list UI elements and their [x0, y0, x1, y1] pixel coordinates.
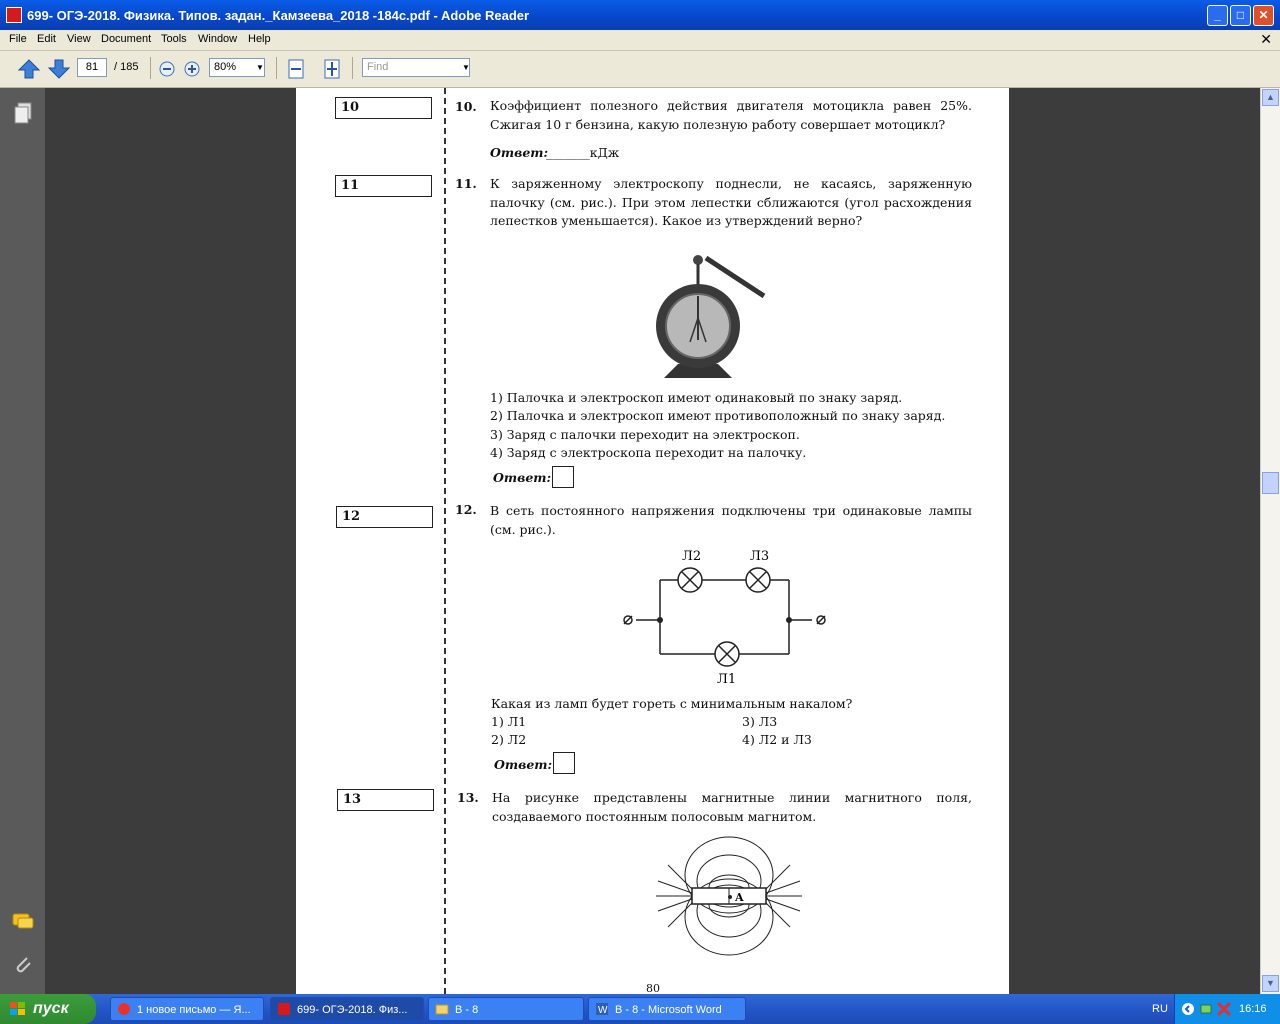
page-number: 80 — [646, 982, 660, 994]
answer-label-12: Ответ: — [494, 757, 553, 772]
answer-label-11: Ответ: — [493, 470, 552, 485]
folder-icon — [435, 1002, 449, 1016]
document-close-icon[interactable]: ✕ — [1260, 31, 1272, 47]
find-dropdown-icon[interactable]: ▼ — [462, 63, 470, 72]
electroscope-figure — [656, 246, 771, 381]
find-input[interactable]: Find — [362, 58, 470, 77]
menu-tools[interactable]: Tools — [161, 33, 187, 45]
answer-box-12 — [553, 752, 575, 774]
option-11-4: 4) Заряд с электроскопа переходит на палочку. — [490, 445, 807, 460]
option-12-3: 3) Л3 — [742, 714, 778, 729]
task-label: 699- ОГЭ-2018. Физ... — [297, 1004, 408, 1016]
zoom-dropdown-icon[interactable]: ▼ — [256, 63, 264, 72]
security-alert-icon[interactable] — [1217, 1002, 1231, 1016]
question-text-12: В сеть постоянного напряжения подключены три одинаковые лампы (см. рис.). — [490, 503, 972, 537]
scroll-down-icon[interactable]: ▼ — [1262, 975, 1279, 992]
vertical-scrollbar[interactable] — [1260, 88, 1280, 994]
next-page-icon[interactable] — [48, 59, 70, 79]
zoom-input[interactable]: 80% — [209, 58, 265, 77]
menu-bar — [0, 30, 1280, 51]
option-12-1: 1) Л1 — [491, 714, 527, 729]
answer-unit-10: _______кДж — [546, 145, 620, 160]
toolbar-separator — [150, 57, 151, 79]
task-label: 1 новое письмо — Я... — [137, 1004, 251, 1016]
answer-box-11 — [552, 466, 574, 488]
taskbar — [0, 994, 1280, 1024]
question-text-11: К заряженному электроскопу поднесли, не касаясь, заряженную палочку (см. рис.). При этом лепестки сближаются (угол расхождения лепестков уменьшается). Какое из утверждений верно? — [490, 176, 972, 228]
question-text-10: Коэффициент полезного действия двигателя мотоцикла равен 25%. Сжигая 10 г бензина, какую полезную работу совершает мотоцикл? — [490, 98, 972, 132]
task-adobe-reader[interactable] — [270, 997, 424, 1021]
attachments-icon[interactable] — [12, 954, 34, 976]
pages-icon[interactable] — [13, 102, 33, 124]
start-button[interactable] — [0, 994, 96, 1024]
yandex-browser-icon — [117, 1002, 131, 1016]
question-12-prompt: Какая из ламп будет гореть с минимальным накалом? — [491, 696, 853, 711]
lamp-label-l3: Л3 — [750, 549, 770, 564]
language-indicator[interactable]: RU — [1152, 1003, 1168, 1015]
menu-document[interactable]: Document — [101, 33, 152, 45]
svg-text:W: W — [598, 1005, 608, 1016]
point-a-label: A — [735, 891, 744, 904]
question-number-12: 12. — [455, 502, 477, 517]
option-12-2: 2) Л2 — [491, 732, 527, 747]
window-title: 699- ОГЭ-2018. Физика. Типов. задан._Камзеева_2018 -184с.pdf - Adobe Reader — [27, 8, 530, 23]
scroll-up-icon[interactable]: ▲ — [1262, 89, 1279, 106]
word-icon — [595, 1002, 609, 1016]
task-label: В - 8 — [455, 1004, 479, 1016]
option-11-3: 3) Заряд с палочки переходит на электроскоп. — [490, 427, 800, 442]
magnet-field-figure — [654, 833, 804, 963]
network-icon[interactable] — [1199, 1002, 1213, 1016]
cut-line — [444, 88, 446, 994]
clock: 16:16 — [1239, 1003, 1267, 1015]
page-number-input[interactable]: 81 — [77, 58, 107, 77]
pdf-icon — [277, 1002, 291, 1016]
navigation-panel — [0, 88, 46, 994]
task-folder[interactable] — [428, 997, 584, 1021]
zoom-out-icon[interactable] — [159, 61, 175, 77]
task-label: В - 8 - Microsoft Word — [615, 1004, 722, 1016]
option-12-4: 4) Л2 и Л3 — [742, 732, 812, 747]
close-button[interactable]: ✕ — [1253, 5, 1274, 26]
system-tray — [1174, 994, 1280, 1024]
answer-field-13: 13 — [337, 789, 434, 811]
lamp-label-l2: Л2 — [682, 549, 702, 564]
option-11-1: 1) Палочка и электроскоп имеют одинаковый по знаку заряд. — [490, 390, 903, 405]
menu-window[interactable]: Window — [198, 33, 238, 45]
previous-page-icon[interactable] — [18, 59, 40, 79]
answer-field-10: 10 — [335, 97, 432, 119]
question-number-11: 11. — [455, 176, 477, 191]
minimize-button[interactable]: _ — [1207, 5, 1228, 26]
fit-page-icon[interactable] — [323, 59, 341, 79]
scroll-thumb[interactable] — [1262, 472, 1279, 494]
question-text-13: На рисунке представлены магнитные линии магнитного поля, создаваемого постоянным полосовым магнитом. — [492, 790, 972, 824]
circuit-diagram — [616, 543, 836, 693]
answer-field-12: 12 — [336, 506, 433, 528]
task-word[interactable] — [588, 997, 746, 1021]
windows-logo-icon — [10, 1002, 26, 1016]
question-number-10: 10. — [455, 99, 477, 114]
lamp-label-l1: Л1 — [717, 672, 737, 687]
title-bar — [0, 0, 1280, 30]
document-view[interactable] — [45, 88, 1260, 994]
fit-width-icon[interactable] — [287, 59, 305, 79]
tray-arrow-icon[interactable] — [1181, 1002, 1195, 1016]
adobe-reader-icon — [6, 7, 22, 23]
question-number-13: 13. — [457, 790, 479, 805]
answer-label-10: Ответ: — [490, 145, 549, 160]
option-11-2: 2) Палочка и электроскоп имеют противоположный по знаку заряд. — [490, 408, 946, 423]
zoom-in-icon[interactable] — [184, 61, 200, 77]
page-total: / 185 — [114, 61, 139, 73]
maximize-button[interactable]: □ — [1230, 5, 1251, 26]
toolbar-separator — [276, 57, 277, 79]
comments-icon[interactable] — [11, 912, 35, 932]
answer-field-11: 11 — [335, 175, 432, 197]
task-yandex-mail[interactable] — [110, 997, 264, 1021]
pdf-page — [296, 88, 1009, 994]
start-label: пуск — [33, 1000, 69, 1017]
toolbar — [0, 51, 1280, 88]
toolbar-separator — [352, 57, 353, 79]
menu-file[interactable]: File — [9, 33, 27, 45]
menu-help[interactable]: Help — [248, 33, 271, 45]
menu-edit[interactable]: Edit — [37, 33, 56, 45]
menu-view[interactable]: View — [67, 33, 91, 45]
